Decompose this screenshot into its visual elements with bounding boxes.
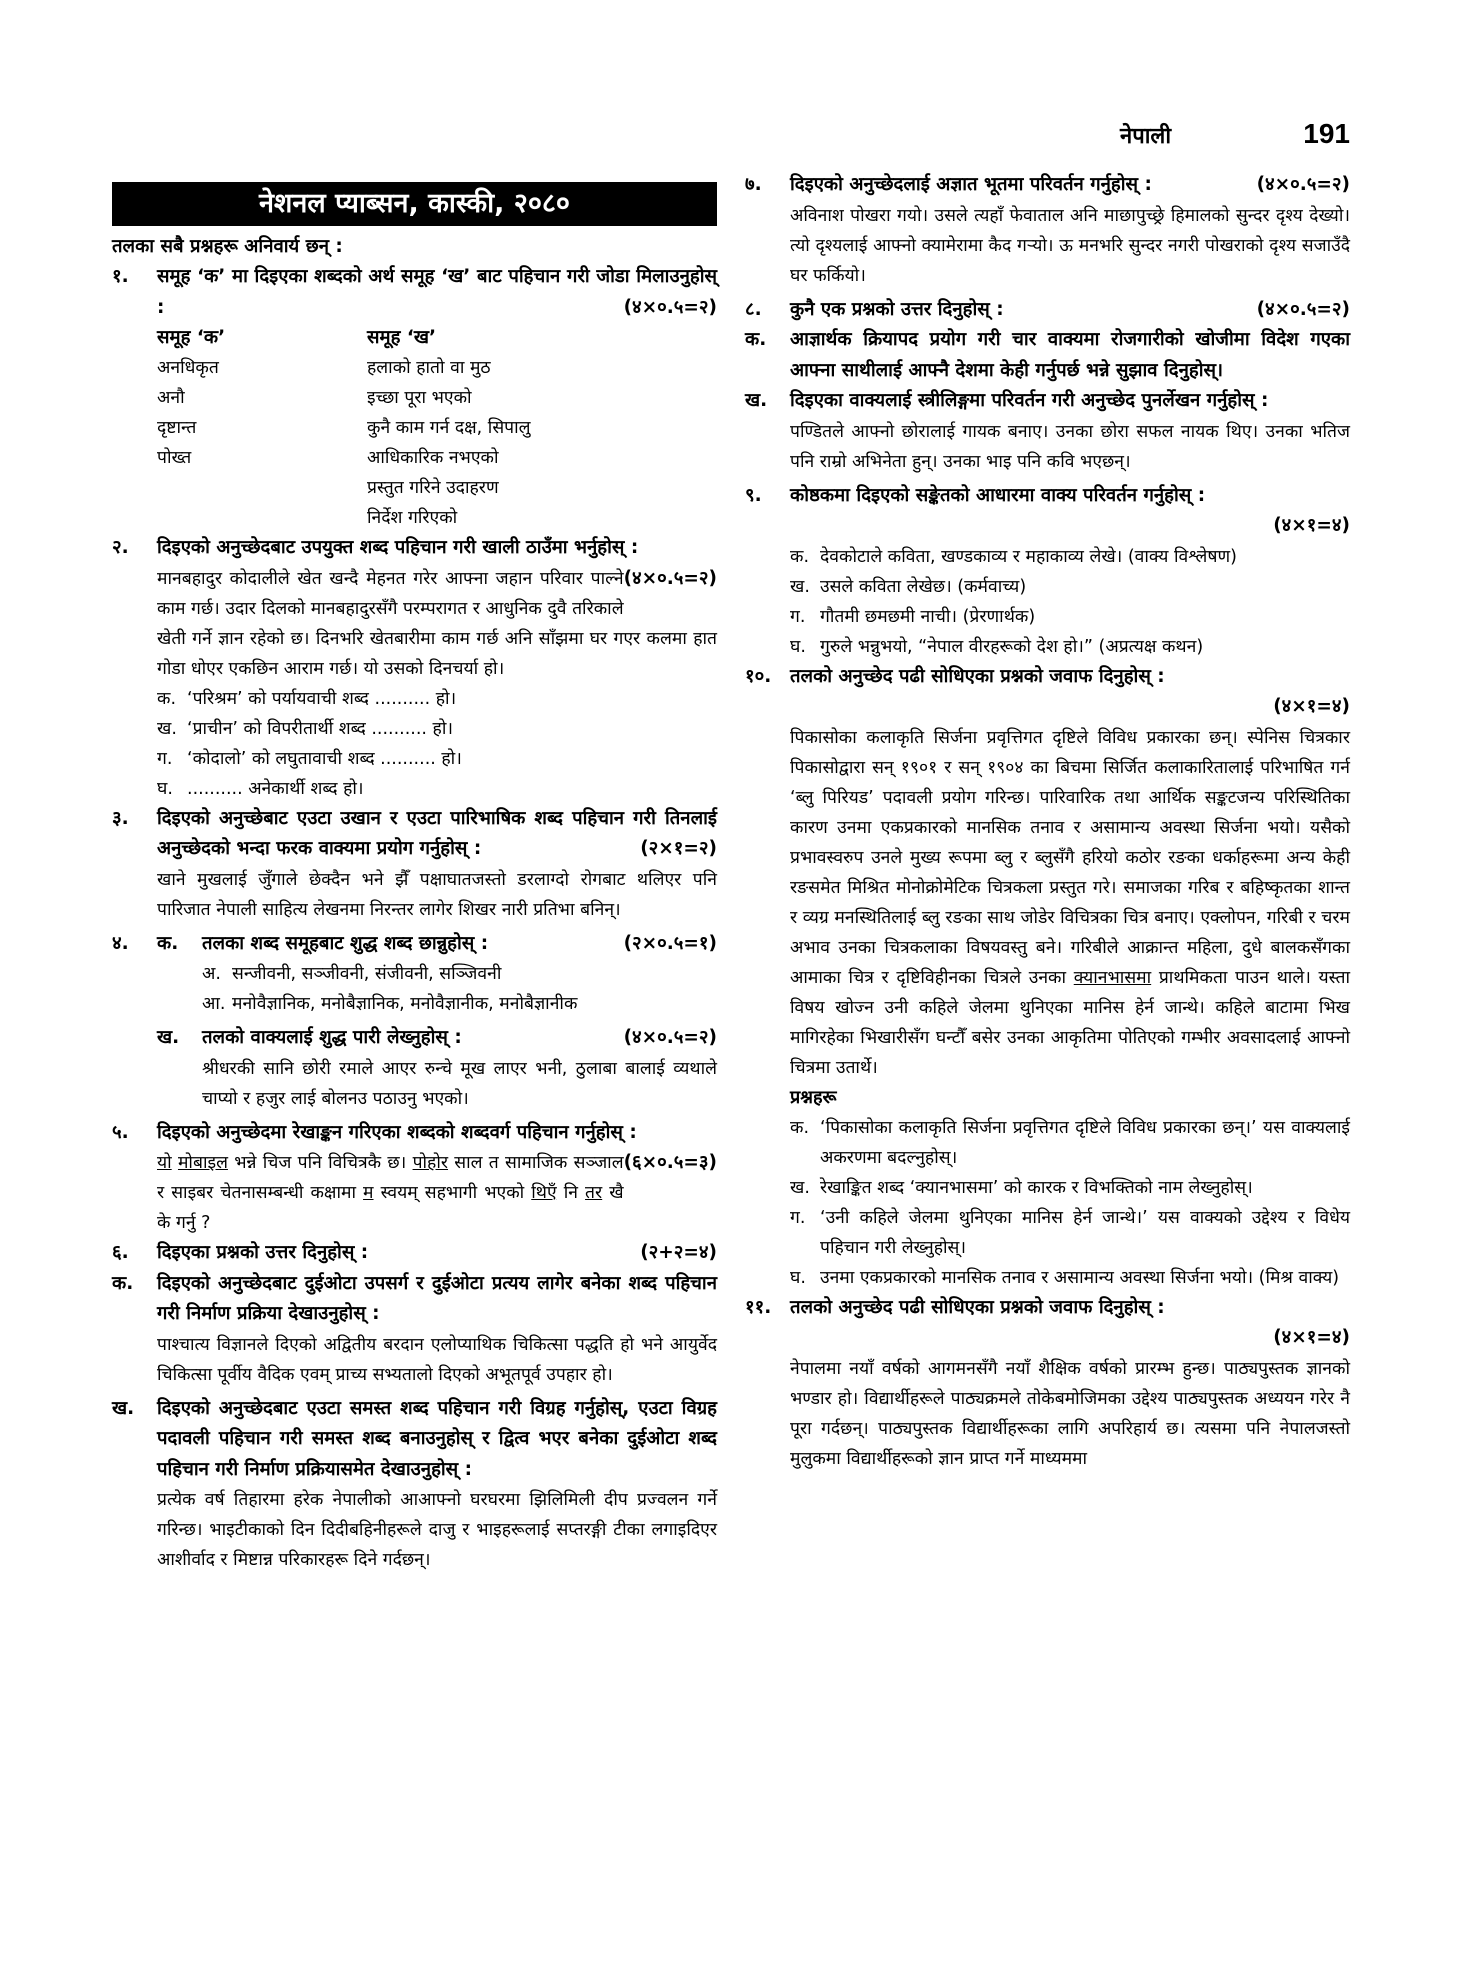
group-b-item: कुनै काम गर्न दक्ष, सिपालु (367, 418, 531, 438)
passage: पाश्चात्य विज्ञानले दिएको अद्वितीय बरदान एलोप्याथिक चिकित्सा पद्धति हो भने आयुर्वेद चिकित्सा पूर्वीय वैदिक एवम् प्राच्य सभ्यतालो दिएको अभूतपूर्व उपहार हो। (157, 1334, 717, 1385)
question-6a (112, 1269, 717, 1390)
question-number: ७. (745, 174, 762, 195)
marks: (६×०.५=३) (623, 1152, 717, 1173)
underlined-word: पोहोर (412, 1153, 449, 1173)
sub-question-label: क. (112, 1272, 134, 1294)
sub-item: घ. उनमा एकप्रकारको मानसिक तनाव र असामान्य अवस्था सिर्जना भयो। (मिश्र वाक्य) (790, 1267, 1340, 1288)
group-b-item: आधिकारिक नभएको (367, 448, 499, 468)
sub-item: ख. ‘प्राचीन’ को विपरीतार्थी शब्द .......... हो। (157, 718, 453, 739)
left-column (112, 182, 717, 1575)
sub-item: ख. उसले कविता लेखेछ। (कर्मवाच्य) (790, 576, 1027, 597)
question-5 (112, 1118, 717, 1239)
question-title: दिइएको अनुच्छेबाट एउटा उखान र एउटा पारिभाषिक शब्द पहिचान गरी तिनलाई अनुच्छेदको भन्दा फरक वाक्यमा प्रयोग गर्नुहोस् : (२×१=२) (157, 804, 717, 865)
question-3 (112, 804, 717, 925)
sub-question-b: ख. तलको वाक्यलाई शुद्ध पारी लेख्नुहोस् : (४×०.५=२) (157, 1023, 717, 1054)
questions-heading: प्रश्नहरू (790, 1086, 837, 1108)
passage: पिकासोका कलाकृति सिर्जना प्रवृत्तिगत दृष्टिले विविध प्रकारका छन्। स्पेनिस चित्रकार पिकासोद्वारा सन् १९०१ र सन् १९०४ का बिचमा सिर्जित कलाकारितालाई परिभाषित गर्न ‘ब्लु पिरियड’ पदावली प्रयोग गरिन्छ। पारिवारिक तथा आर्थिक सङ्कटजन्य परिस्थितिका कारण उनमा एकप्रकारको मानसिक तनाव र असामान्य अवस्था सिर्जना भयो। यसैको प्रभावस्वरुप उनले मुख्य रूपमा ब्लु र ब्लुसँगै हरियो कठोर रङका धर्काहरूमा अन्य केही रङसमेत मिश्रित मोनोक्रोमेटिक चित्रकला प्रस्तुत गरे। समाजका गरिब र बहिष्कृतका शान्त र व्यग्र मनस्थितिलाई ब्लु रङका साथ जोडेर विचित्रका चित्र बनाए। एक्लोपन, गरिबी र चरम अभाव उनका चित्रकलाका विषयवस्तु बने। गरिबीले आक्रान्त महिला, दुधे बालकसँगका आमाका चित्र र दृष्टिविहीनका चित्रले उनका क्यानभासमा प्राथमिकता पाउन थाले। यस्ता विषय खोज्न उनी कहिले जेलमा थुनिएका मानिस हेर्न जान्थे। कहिले बाटामा भिख मागिरहेका भिखारीसँग घन्टौँ बसेर उनका आकृतिमा पोतिएको गम्भीर अवसादलाई आफ्नो चित्रमा उतार्थे। (790, 727, 1350, 1078)
passage: मानबहादुर कोदालीले खेत खन्दै मेहनत गरेर आफ्ना जहान परिवार पाल्ने काम गर्छ। उदार दिलको मानबहादुरसँगै परम्परागत र आधुनिक दुवै तरिकाले खेती गर्ने ज्ञान रहेको छ। दिनभरि खेतबारीमा काम गर्छ अनि साँझमा घर गएर कलमा हात गोडा धोएर एकछिन आराम गर्छ। यो उसको दिनचर्या हो। (157, 568, 717, 679)
group-a-item: दृष्टान्त (157, 418, 197, 438)
page-number: 191 (1303, 118, 1350, 149)
marks: (४×१=४) (1273, 696, 1350, 717)
question-8 (745, 295, 1350, 326)
sub-item: क. ‘परिश्रम’ को पर्यायवाची शब्द .......... हो। (157, 688, 457, 709)
question-8a (745, 325, 1350, 386)
underlined-word: म (363, 1183, 374, 1203)
marks: (४×०.५=२) (1256, 174, 1350, 195)
question-title: कोष्ठकमा दिइएको सङ्केतको आधारमा वाक्य परिवर्तन गर्नुहोस् : (790, 484, 1206, 506)
marks: (४×१=४) (1273, 515, 1350, 536)
passage: श्रीधरकी सानि छोरी रमाले आएर रुन्चे मूख लाएर भनी, ठुलाबा बालाई व्यथाले चाप्यो र हजुर लाई बोलनउ पठाउनु भएको। (202, 1058, 717, 1109)
passage: खाने मुखलाई जुँगाले छेक्दैन भने झैँ पक्षाघातजस्तो डरलाग्दो रोगबाट थलिएर पनि पारिजात नेपाली साहित्य लेखनमा निरन्तर लागेर शिखर नारी प्रतिभा बनिन्। (157, 869, 717, 920)
group-a-item (157, 473, 367, 503)
question-number: २. (112, 537, 129, 558)
sub-question-label: ख. (112, 1397, 135, 1419)
right-column (745, 170, 1350, 1474)
question-title: तलको अनुच्छेद पढी सोधिएका प्रश्नको जवाफ दिनुहोस् : (790, 1296, 1165, 1318)
question-4 (112, 929, 717, 1114)
question-title: समूह ‘क’ मा दिइएका शब्दको अर्थ समूह ‘ख’ बाट पहिचान गरी जोडा मिलाउनुहोस् : (४×०.५=२) (157, 262, 717, 323)
group-b-item: इच्छा पूरा भएको (367, 388, 472, 408)
question-6b (112, 1394, 717, 1576)
question-7 (745, 170, 1350, 291)
passage: प्रत्येक वर्ष तिहारमा हरेक नेपालीको आआफ्नो घरघरमा झिलिमिली दीप प्रज्वलन गर्ने गरिन्छ। भाइटीकाको दिन दिदीबहिनीहरूले दाजु र भाइहरूलाई सप्तरङ्गी टीका लगाइदिएर आशीर्वाद र मिष्टान्न परिकारहरू दिने गर्दछन्। (157, 1490, 717, 1570)
underlined-word: मोबाइल (177, 1153, 228, 1173)
underlined-word: थिएँ (531, 1183, 557, 1203)
sub-item: ख. रेखाङ्कित शब्द ‘क्यानभासमा’ को कारक र विभक्तिको नाम लेख्नुहोस्। (790, 1177, 1253, 1198)
question-number: ११. (745, 1296, 772, 1318)
question-title: दिइएका प्रश्नको उत्तर दिनुहोस् : (२+२=४) (157, 1238, 717, 1269)
underlined-word: तर (585, 1183, 603, 1203)
sub-item: ग. ‘कोदालो’ को लघुतावाची शब्द .......... हो। (157, 748, 462, 769)
question-number: ५. (112, 1121, 129, 1143)
sub-question-label: क. (745, 329, 767, 350)
option-item: अ. सन्जीवनी, सञ्जीवनी, संजीवनी, सञ्जिवनी (202, 964, 502, 984)
group-b-item: प्रस्तुत गरिने उदाहरण (367, 478, 499, 498)
question-9 (745, 481, 1350, 542)
question-number: ४. (112, 932, 129, 954)
question-title: दिइएको अनुच्छेदबाट दुईओटा उपसर्ग र दुईओटा प्रत्यय लागेर बनेका शब्द पहिचान गरी निर्माण प्रक्रिया देखाउनुहोस् : (157, 1272, 717, 1324)
option-item: आ. मनोवैज्ञानिक, मनोबैज्ञानिक, मनोवैज्ञानीक, मनोबैज्ञानीक (202, 994, 578, 1014)
page-header (1120, 118, 1350, 150)
passage: अविनाश पोखरा गयो। उसले त्यहाँ फेवाताल अनि माछापुच्छ्रे हिमालको सुन्दर दृश्य देख्यो। त्यो दृश्यलाई आफ्नो क्यामेरामा कैद गर्‍यो। ऊ मनभरि सुन्दर नगरी पोखराको दृश्य सजाउँदै घर फर्कियो। (790, 205, 1350, 286)
passage: यो मोबाइल भन्ने चिज पनि विचित्रकै छ। पोहोर साल त सामाजिक सञ्जाल र साइबर चेतनासम्बन्धी कक्षामा म स्वयम् सहभागी भएको थिएँ नि तर खै के गर्नु ? (157, 1153, 624, 1233)
instruction: तलका सबै प्रश्नहरू अनिवार्य छन् : (112, 236, 343, 257)
question-number: ६. (112, 1242, 129, 1263)
sub-item: घ. गुरुले भन्नुभयो, “नेपाल वीरहरूको देश हो।” (अप्रत्यक्ष कथन) (790, 636, 1204, 657)
sub-item: क. ‘पिकासोका कलाकृति सिर्जना प्रवृत्तिगत दृष्टिले विविध प्रकारका छन्।’ यस वाक्यलाई अकरणमा बदल्नुहोस्। (790, 1117, 1350, 1168)
group-a-item: अनधिकृत (157, 358, 219, 378)
exam-banner: नेशनल प्याब्सन, कास्की, २०८० (112, 182, 717, 226)
underlined-word: क्यानभासमा (1073, 967, 1152, 988)
group-a-item: अनौ (157, 388, 185, 408)
sub-item: ग. गौतमी छमछमी नाची। (प्रेरणार्थक) (790, 606, 1036, 627)
question-number: १. (112, 266, 129, 287)
underlined-word: यो (157, 1153, 172, 1173)
question-6 (112, 1238, 717, 1269)
question-title: तलको अनुच्छेद पढी सोधिएका प्रश्नको जवाफ दिनुहोस् : (790, 665, 1165, 687)
group-a-heading: समूह ‘क’ (157, 327, 226, 348)
marks: (४×०.५=२) (623, 296, 717, 318)
question-11 (745, 1293, 1350, 1354)
question-title: दिइएको अनुच्छेदलाई अज्ञात भूतमा परिवर्तन गर्नुहोस् : (४×०.५=२) (790, 170, 1350, 201)
question-title: दिइएका वाक्यलाई स्त्रीलिङ्गमा परिवर्तन गरी अनुच्छेद पुनर्लेखन गर्नुहोस् : (790, 390, 1269, 411)
sub-item: घ. .......... अनेकार्थी शब्द हो। (157, 778, 364, 799)
marks: (२+२=४) (640, 1242, 717, 1263)
marks: (४×०.५=२) (623, 1027, 717, 1048)
passage: नेपालमा नयाँ वर्षको आगमनसँगै नयाँ शैक्षिक वर्षको प्रारम्भ हुन्छ। पाठ्यपुस्तक ज्ञानको भण्डार हो। विद्यार्थीहरूले पाठ्यक्रमले तोकेबमोजिमका उद्देश्य पाठ्यपुस्तक अध्ययन गरेर नै पूरा गर्दछन्। पाठ्यपुस्तक विद्यार्थीहरूका लागि अपरिहार्य छ। त्यसमा पनि नेपालजस्तो मुलुकमा विद्यार्थीहरूको ज्ञान प्राप्त गर्ने माध्यममा (790, 1358, 1350, 1469)
question-number: ३. (112, 807, 129, 829)
group-b-heading: समूह ‘ख’ (367, 327, 437, 348)
marks: (४×०.५=२) (1256, 298, 1350, 320)
subject-title: नेपाली (1120, 124, 1172, 149)
group-a-item (157, 503, 367, 533)
passage: पण्डितले आफ्नो छोरालाई गायक बनाए। उनका छोरा सफल नायक थिए। उनका भतिज पनि राम्रो अभिनेता हुन्। उनका भाइ पनि कवि भएछन्। (790, 421, 1350, 472)
question-title: आज्ञार्थक क्रियापद प्रयोग गरी चार वाक्यमा रोजगारीको खोजीमा विदेश गएका आफ्ना साथीलाई आफ्नै देशमा केही गर्नुपर्छ भन्ने सुझाव दिनुहोस्। (790, 329, 1350, 381)
question-1 (112, 262, 717, 533)
question-10 (745, 662, 1350, 723)
group-b-item: निर्देश गरिएको (367, 508, 458, 528)
question-title: दिइएको अनुच्छेदबाट उपयुक्त शब्द पहिचान गरी खाली ठाउँमा भर्नुहोस् : (४×०.५=२) (157, 533, 717, 564)
question-number: १०. (745, 665, 772, 687)
marks: (४×१=४) (1273, 1327, 1350, 1348)
question-title: दिइएको अनुच्छेदबाट एउटा समस्त शब्द पहिचान गरी विग्रह गर्नुहोस्, एउटा विग्रह पदावली पहिचान गरी समस्त शब्द बनाउनुहोस् र द्वित्व भएर बनेका दुईओटा शब्द पहिचान गरी निर्माण प्रक्रियासमेत देखाउनुहोस् : (157, 1397, 717, 1480)
question-number: ८. (745, 298, 762, 320)
sub-item: क. देवकोटाले कविता, खण्डकाव्य र महाकाव्य लेखे। (वाक्य विश्लेषण) (790, 546, 1237, 567)
group-b-item: हलाको हातो वा मुठ (367, 358, 491, 378)
sub-item: ग. ‘उनी कहिले जेलमा थुनिएका मानिस हेर्न जान्थे।’ यस वाक्यको उद्देश्य र विधेय पहिचान गरी लेख्नुहोस्। (790, 1207, 1350, 1258)
question-title: कुनै एक प्रश्नको उत्तर दिनुहोस् : (४×०.५=२) (790, 295, 1350, 326)
question-number: ९. (745, 484, 762, 506)
marks: (४×०.५=२) (623, 567, 717, 589)
sub-question-a: क. तलका शब्द समूहबाट शुद्ध शब्द छान्नुहोस् : (२×०.५=१) (157, 929, 717, 960)
question-8b (745, 386, 1350, 477)
group-a-item: पोख्त (157, 448, 192, 468)
question-title: दिइएको अनुच्छेदमा रेखाङ्कन गरिएका शब्दको शब्दवर्ग पहिचान गर्नुहोस् : (६×०.५=३) (157, 1118, 717, 1149)
sub-question-label: ख. (745, 390, 768, 411)
match-table (157, 323, 717, 533)
question-2 (112, 533, 717, 804)
marks: (२×१=२) (640, 838, 717, 859)
marks: (२×०.५=१) (623, 932, 717, 954)
